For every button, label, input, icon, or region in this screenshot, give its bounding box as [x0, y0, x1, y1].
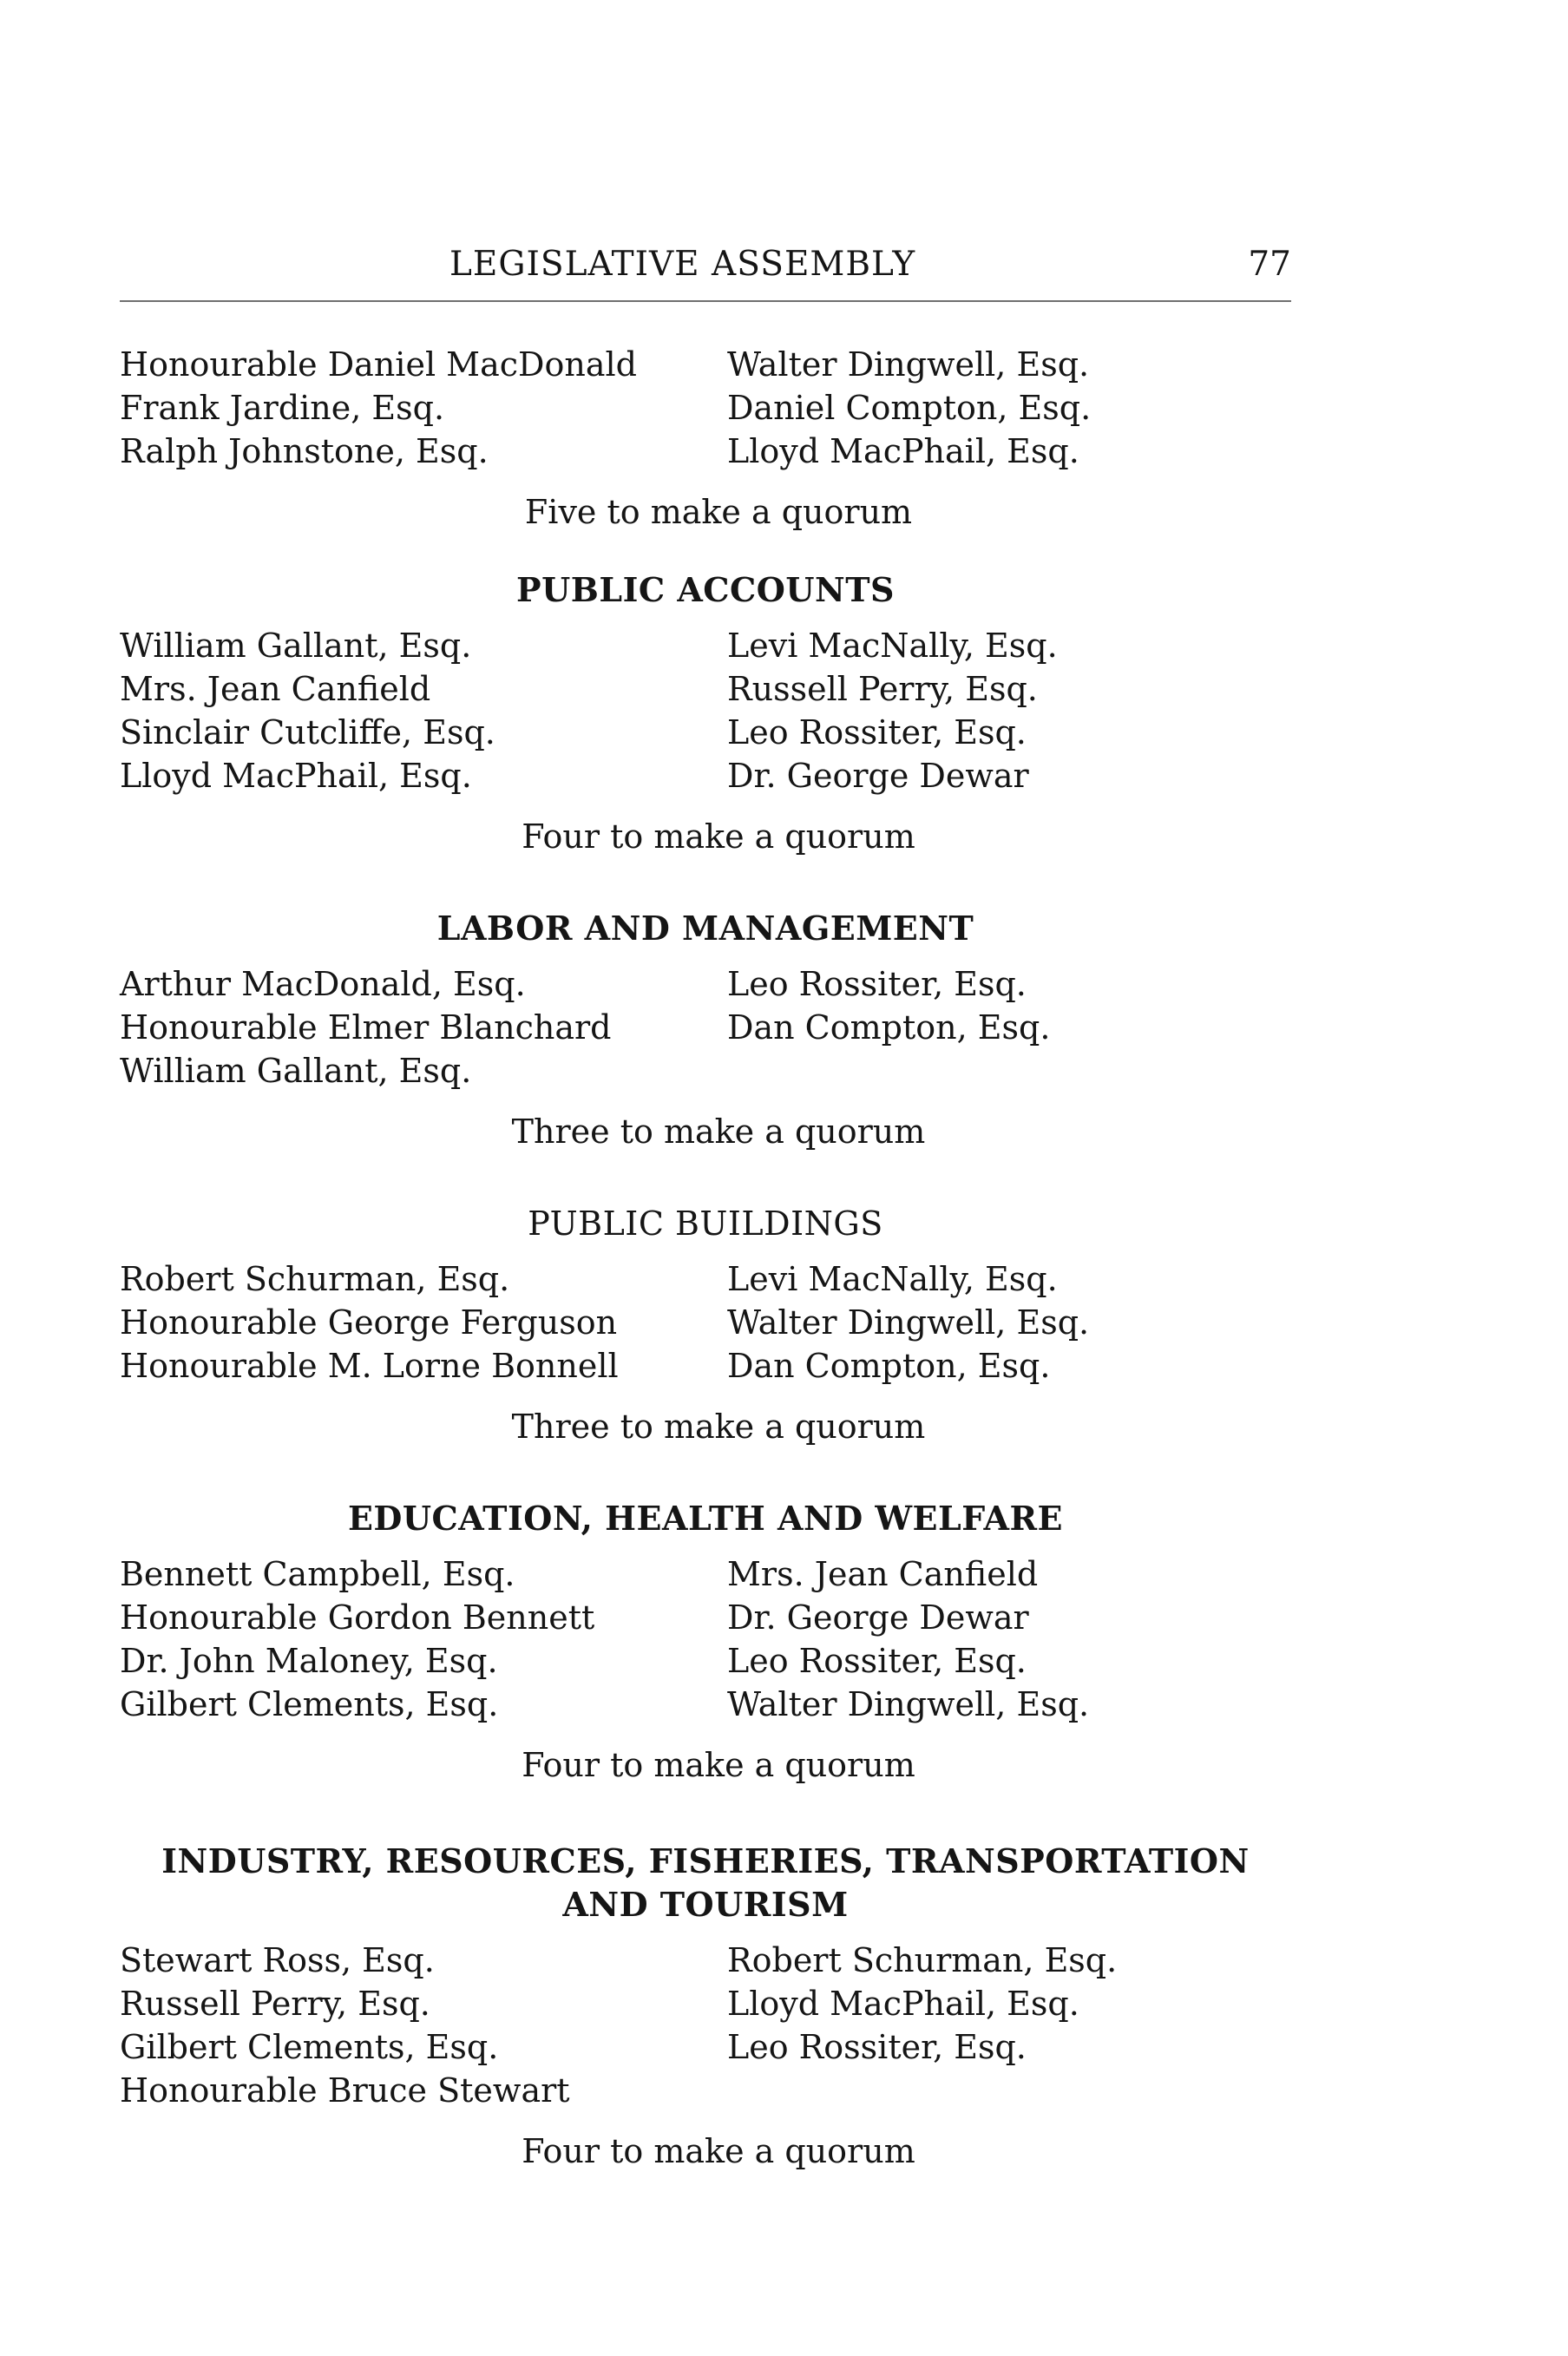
member-name: Lloyd MacPhail, Esq.	[727, 432, 1079, 470]
member-name: Walter Dingwell, Esq.	[727, 1303, 1090, 1342]
committee-title: LABOR AND MANAGEMENT	[436, 909, 974, 948]
member-name: Dr. George Dewar	[727, 757, 1029, 795]
member-name: Dr. George Dewar	[727, 1598, 1029, 1637]
member-name: Levi MacNally, Esq.	[727, 627, 1058, 665]
member-name: Mrs. Jean Canfield	[120, 670, 431, 708]
member-column-left	[120, 1939, 570, 2112]
member-column-right	[727, 343, 1091, 473]
member-column-right	[727, 962, 1050, 1049]
member-name: Honourable M. Lorne Bonnell	[120, 1347, 619, 1385]
member-name: Dan Compton, Esq.	[727, 1347, 1051, 1385]
member-name: Gilbert Clements, Esq.	[120, 2028, 499, 2066]
quorum-note: Four to make a quorum	[522, 817, 915, 856]
member-name: William Gallant, Esq.	[120, 627, 472, 665]
member-column-left	[120, 1257, 619, 1388]
member-list	[120, 1552, 1291, 1726]
member-list	[120, 343, 1291, 473]
member-name: Russell Perry, Esq.	[727, 670, 1038, 708]
member-column-right	[727, 1257, 1089, 1388]
member-name: Leo Rossiter, Esq.	[727, 2028, 1027, 2066]
member-name: William Gallant, Esq.	[120, 1052, 472, 1090]
committee-labor-and-management	[120, 907, 1291, 1153]
member-name: Sinclair Cutcliffe, Esq.	[120, 713, 495, 751]
running-head	[120, 245, 1291, 286]
member-name: Daniel Compton, Esq.	[727, 389, 1092, 427]
committee-title	[120, 1840, 1291, 1926]
member-name: Gilbert Clements, Esq.	[120, 1685, 499, 1723]
committee-public-buildings	[120, 1202, 1291, 1448]
quorum-note: Four to make a quorum	[522, 2132, 915, 2170]
member-name: Mrs. Jean Canfield	[727, 1555, 1039, 1593]
committee-title: PUBLIC BUILDINGS	[528, 1204, 883, 1243]
member-name: Robert Schurman, Esq.	[727, 1941, 1118, 1979]
member-name: Walter Dingwell, Esq.	[727, 345, 1090, 384]
member-name: Honourable Daniel MacDonald	[120, 345, 637, 384]
member-name: Lloyd MacPhail, Esq.	[120, 757, 472, 795]
running-title: LEGISLATIVE ASSEMBLY	[449, 245, 916, 284]
member-name: Honourable George Ferguson	[120, 1303, 618, 1342]
committee-title: EDUCATION, HEALTH AND WELFARE	[347, 1499, 1064, 1538]
quorum-note: Five to make a quorum	[524, 493, 913, 531]
member-name: Honourable Gordon Bennett	[120, 1598, 595, 1637]
member-column-right	[727, 1552, 1089, 1726]
member-name: Dr. John Maloney, Esq.	[120, 1642, 498, 1680]
committee-continued	[120, 343, 1291, 534]
committee-public-accounts	[120, 568, 1291, 858]
member-name: Walter Dingwell, Esq.	[727, 1685, 1090, 1723]
committee-title-line: AND TOURISM	[562, 1885, 849, 1924]
member-list	[120, 1257, 1291, 1388]
header-rule	[120, 300, 1291, 302]
quorum-note: Four to make a quorum	[522, 1746, 915, 1784]
member-name: Honourable Elmer Blanchard	[120, 1008, 612, 1047]
member-name: Levi MacNally, Esq.	[727, 1260, 1058, 1298]
committee-education-health-welfare	[120, 1497, 1291, 1787]
member-name: Stewart Ross, Esq.	[120, 1941, 435, 1979]
member-column-right	[727, 1939, 1117, 2069]
member-name: Leo Rossiter, Esq.	[727, 965, 1027, 1003]
member-name: Leo Rossiter, Esq.	[727, 1642, 1027, 1680]
committee-industry-resources	[120, 1840, 1291, 2173]
member-list	[120, 962, 1291, 1093]
member-name: Robert Schurman, Esq.	[120, 1260, 510, 1298]
member-column-left	[120, 624, 495, 797]
member-column-right	[727, 624, 1058, 797]
page-number: 77	[1248, 245, 1291, 284]
member-name: Leo Rossiter, Esq.	[727, 713, 1027, 751]
quorum-note: Three to make a quorum	[511, 1408, 926, 1446]
member-name: Frank Jardine, Esq.	[120, 389, 445, 427]
member-name: Lloyd MacPhail, Esq.	[727, 1985, 1079, 2023]
member-name: Russell Perry, Esq.	[120, 1985, 430, 2023]
member-column-left	[120, 343, 637, 473]
member-name: Arthur MacDonald, Esq.	[120, 965, 526, 1003]
member-name: Dan Compton, Esq.	[727, 1008, 1051, 1047]
member-name: Ralph Johnstone, Esq.	[120, 432, 489, 470]
committee-title: PUBLIC ACCOUNTS	[516, 570, 895, 609]
member-column-left	[120, 962, 611, 1093]
member-list	[120, 624, 1291, 797]
member-name: Bennett Campbell, Esq.	[120, 1555, 515, 1593]
member-list	[120, 1939, 1291, 2112]
quorum-note: Three to make a quorum	[511, 1112, 926, 1151]
member-name: Honourable Bruce Stewart	[120, 2071, 570, 2110]
member-column-left	[120, 1552, 594, 1726]
committee-title-line: INDUSTRY, RESOURCES, FISHERIES, TRANSPORTATION	[161, 1841, 1250, 1880]
